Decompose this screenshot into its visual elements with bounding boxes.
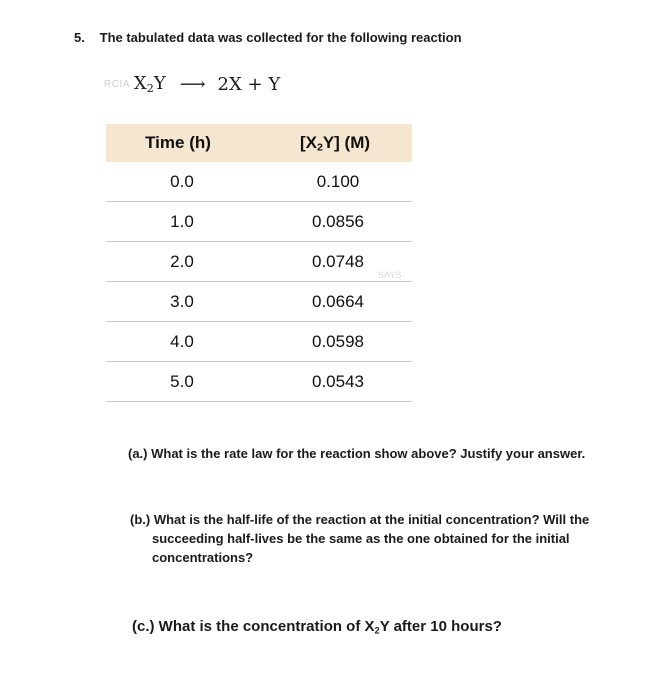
- table-watermark: SAYS: [378, 270, 402, 280]
- products: 2X + Y: [217, 73, 281, 95]
- table-row: [106, 202, 412, 242]
- concentration-cell: 0.100: [316, 171, 360, 191]
- concentration-cell: 0.0856: [312, 211, 364, 231]
- table-row: [106, 322, 412, 362]
- time-cell: 1.0: [170, 211, 194, 231]
- reactant: $X_2Y$: [133, 73, 166, 95]
- part-b-question: (b.) What is the half-life of the reaction at the initial concentration? Will the succeeding half-lives be the same as the one obtained for the initial concentrations?: [130, 512, 590, 565]
- table-row: [106, 282, 412, 322]
- table-row: [106, 362, 412, 402]
- reaction-watermark: RCIA: [104, 78, 130, 90]
- time-cell: 3.0: [170, 291, 194, 311]
- reaction-arrow: ⟶: [179, 73, 206, 95]
- concentration-cell: 0.0598: [312, 331, 364, 351]
- header-concentration: $[X_2Y]$ (M): [299, 132, 371, 154]
- time-cell: 2.0: [170, 251, 194, 271]
- part-c-question: (c.) What is the concentration of $X_2Y$ after 10 hours?: [132, 618, 502, 636]
- table-header-row: [106, 124, 412, 162]
- time-cell: 0.0: [170, 171, 194, 191]
- question-heading: [74, 30, 462, 45]
- data-table: [106, 124, 412, 402]
- concentration-cell: 0.0748: [312, 251, 364, 271]
- question-number: 5.: [74, 30, 85, 45]
- header-time: Time (h): [145, 133, 211, 152]
- question-text: The tabulated data was collected for the following reaction: [99, 30, 462, 45]
- concentration-cell: 0.0543: [312, 371, 364, 391]
- concentration-cell: 0.0664: [312, 291, 364, 311]
- reaction-equation: [104, 70, 280, 98]
- part-a-question: (a.) What is the rate law for the reaction show above? Justify your answer.: [128, 446, 586, 461]
- table-row: [106, 242, 412, 282]
- time-cell: 5.0: [170, 371, 194, 391]
- table-row: [106, 162, 412, 202]
- time-cell: 4.0: [170, 331, 194, 351]
